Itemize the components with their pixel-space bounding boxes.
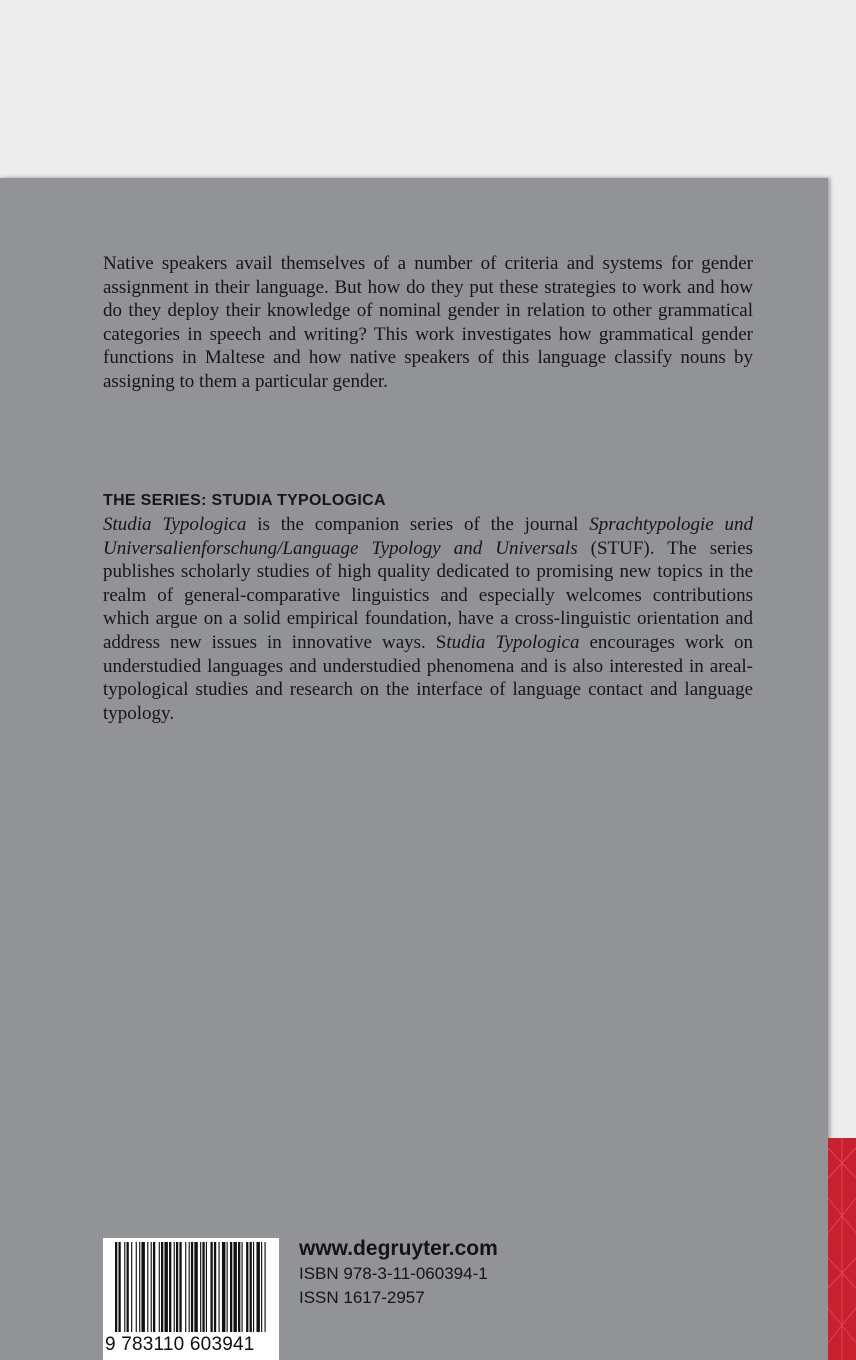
barcode-bar <box>118 1242 120 1332</box>
barcode-bar <box>233 1242 236 1332</box>
series-text-3: encourages work on understudied languages and understudied phenomena and is also interested in areal-typological studies and research on the interface of language contact and language typology. <box>103 631 753 724</box>
barcode-bar <box>159 1242 160 1332</box>
barcode-bar <box>222 1242 225 1332</box>
barcode-bar <box>227 1242 228 1332</box>
barcode-bar <box>194 1242 197 1332</box>
barcode-bar <box>191 1242 193 1332</box>
isbn-barcode <box>103 1238 279 1360</box>
barcode-bar <box>179 1242 181 1332</box>
isbn-number: ISBN 978-3-11-060394-1 <box>299 1264 488 1283</box>
barcode-bar <box>176 1242 178 1332</box>
series-heading: THE SERIES: STUDIA TYPOLOGICA <box>103 492 386 509</box>
description-paragraph: Native speakers avail themselves of a number of criteria and systems for gender assignment in their language. But how do they put these strategies to work and how do they deploy their knowledge of nominal gender in relation to other grammatical categories in speech and writing? This work investigates how grammatical gender functions in Maltese and how native speakers of this language classify nouns by assigning to them a particular gender. <box>103 253 753 392</box>
barcode-bar <box>256 1242 259 1332</box>
series-title: Studia Typologica <box>103 514 247 535</box>
barcode-bar <box>164 1242 167 1332</box>
barcode-bar <box>253 1242 254 1332</box>
barcode-bar <box>115 1242 117 1332</box>
barcode-bar <box>238 1242 240 1332</box>
publisher-url[interactable]: www.degruyter.com <box>299 1237 498 1260</box>
barcode-bar <box>127 1242 129 1332</box>
barcode-bar <box>250 1242 252 1332</box>
barcode-bars <box>115 1242 269 1334</box>
series-description <box>103 513 753 725</box>
barcode-bar <box>210 1242 212 1332</box>
barcode-bar <box>151 1242 152 1332</box>
barcode-bar <box>214 1242 216 1332</box>
barcode-bar <box>169 1242 171 1332</box>
publisher-info <box>299 1236 498 1310</box>
barcode-bar <box>261 1242 262 1332</box>
barcode-bar <box>246 1242 248 1332</box>
series-text-1: is the companion series of the journal <box>246 514 590 535</box>
barcode-bar <box>189 1242 190 1332</box>
barcode-digits: 9 783110 603941 <box>105 1334 255 1355</box>
barcode-bar <box>202 1242 204 1332</box>
book-description <box>103 252 753 394</box>
spine-pattern <box>828 1138 856 1360</box>
barcode-bar <box>174 1242 175 1332</box>
series-title-2: tudia Typologica <box>446 631 580 653</box>
barcode-bar <box>185 1242 186 1332</box>
barcode-bar <box>265 1242 266 1332</box>
barcode-bar <box>147 1242 148 1332</box>
barcode-bar <box>153 1242 155 1332</box>
journal-title: Sprachtypologie und Universalienforschung/Language Typology and Universals <box>103 514 754 559</box>
series-text-2: (STUF). The series publishes scholarly studies of high quality dedicated to promising new topics in the realm of general-comparative linguistics and especially welcomes contributions which argue on a solid empirical foundation, have a cross-linguistic orientation and address new issues in innovative ways. S <box>103 537 753 653</box>
barcode-bar <box>200 1242 201 1332</box>
barcode-bar <box>141 1242 144 1332</box>
barcode-bar <box>206 1242 207 1332</box>
barcode-bar <box>131 1242 132 1332</box>
barcode-bar <box>124 1242 125 1332</box>
barcode-bar <box>242 1242 243 1332</box>
barcode-bar <box>139 1242 140 1332</box>
barcode-bar <box>161 1242 163 1332</box>
barcode-bar <box>136 1242 137 1332</box>
series-section <box>103 490 753 725</box>
issn-number: ISSN 1617-2957 <box>299 1288 425 1307</box>
barcode-bar <box>230 1242 232 1332</box>
barcode-bar <box>219 1242 220 1332</box>
